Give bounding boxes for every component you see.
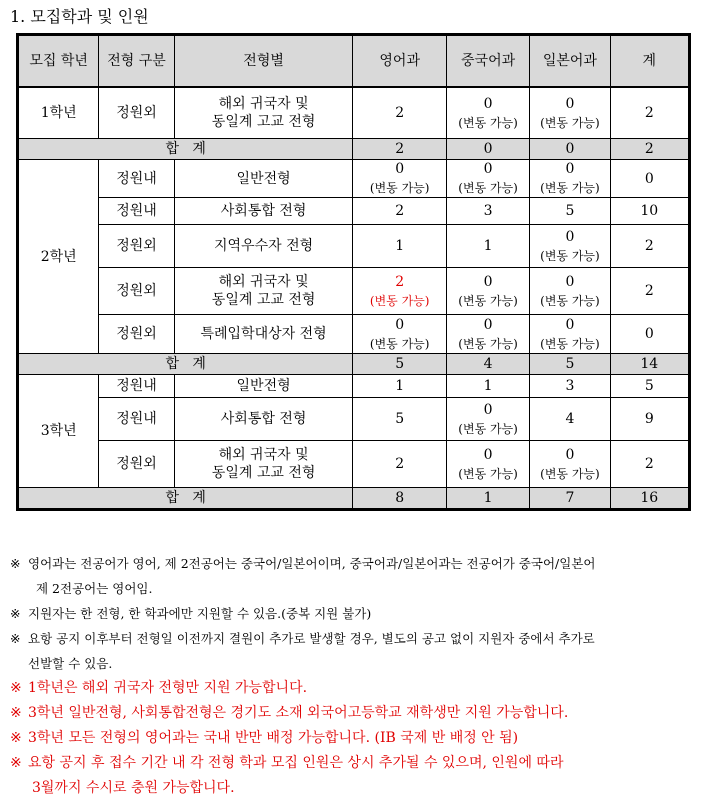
- count: 0: [565, 446, 575, 463]
- japanese-cell: [530, 315, 610, 354]
- note-line: 요항 공지 이후부터 전형일 이전까지 결원이 추가로 발생할 경우, 별도의 공고 없이 지원자 중에서 추가로: [28, 631, 595, 646]
- sum-japanese: 5: [530, 354, 610, 375]
- sum-japanese: 0: [530, 139, 610, 160]
- english-cell: 5: [353, 398, 446, 441]
- sum-row: [18, 354, 690, 375]
- flex-note: (변동 가능): [540, 248, 600, 263]
- japanese-cell: 5: [530, 198, 610, 225]
- flex-note: (변동 가능): [540, 115, 600, 130]
- count: 0: [565, 95, 575, 112]
- notes-section: [10, 551, 700, 801]
- table-row: [18, 225, 690, 268]
- track-cell: 일반전형: [174, 160, 353, 198]
- japanese-cell: [530, 441, 610, 488]
- type-cell: 정원외: [99, 315, 174, 354]
- count: 0: [483, 95, 493, 112]
- flex-note: (변동 가능): [540, 336, 600, 351]
- count: 0: [565, 316, 575, 333]
- track-line: 해외 귀국자 및: [218, 274, 309, 290]
- count: 0: [395, 161, 405, 177]
- sum-english: 8: [353, 488, 446, 510]
- chinese-cell: [446, 87, 529, 139]
- type-cell: 정원내: [99, 198, 174, 225]
- flex-note: (변동 가능): [369, 293, 430, 308]
- japanese-cell: [530, 87, 610, 139]
- total-cell: 0: [610, 160, 689, 198]
- track-line: 해외 귀국자 및: [218, 96, 309, 112]
- track-cell: [174, 268, 353, 315]
- count: 0: [483, 316, 493, 333]
- sum-english: 5: [353, 354, 446, 375]
- note-line: 1학년은 해외 귀국자 전형만 지원 가능합니다.: [28, 680, 308, 696]
- grade-cell: 3학년: [18, 375, 99, 488]
- total-cell: 2: [610, 441, 689, 488]
- count: 0: [483, 273, 493, 290]
- table-row: [18, 160, 690, 198]
- grade-cell: 1학년: [18, 87, 99, 139]
- sum-total: 2: [610, 139, 689, 160]
- note-item: [10, 601, 700, 626]
- sum-row: [18, 139, 690, 160]
- japanese-cell: [530, 268, 610, 315]
- sum-total: 16: [610, 488, 689, 510]
- reference-mark: ※: [10, 705, 22, 721]
- english-cell: 1: [353, 225, 446, 268]
- english-cell: [353, 315, 446, 354]
- reference-mark: ※: [10, 556, 21, 571]
- table-row: [18, 315, 690, 354]
- sum-label: 합 계: [18, 488, 353, 510]
- table-row: [18, 87, 690, 139]
- admission-table: [16, 33, 691, 511]
- flex-note: (변동 가능): [540, 293, 600, 308]
- track-cell: [174, 87, 353, 139]
- sum-label: 합 계: [18, 354, 353, 375]
- red-note-item: [10, 726, 700, 751]
- reference-mark: ※: [10, 631, 21, 646]
- table-row: [18, 441, 690, 488]
- count: 0: [565, 228, 575, 245]
- track-cell: 특례입학대상자 전형: [174, 315, 353, 354]
- count: 0: [483, 446, 493, 463]
- table-row: [18, 268, 690, 315]
- sum-english: 2: [353, 139, 446, 160]
- english-cell: 1: [353, 375, 446, 398]
- track-cell: 지역우수자 전형: [174, 225, 353, 268]
- japanese-cell: [530, 225, 610, 268]
- note-line: 선발할 수 있음.: [28, 656, 113, 671]
- note-line: 요항 공지 후 접수 기간 내 각 전형 학과 모집 인원은 상시 추가될 수 있으며, 인원에 따라: [28, 755, 564, 771]
- chinese-cell: 3: [446, 198, 529, 225]
- total-cell: 10: [610, 198, 689, 225]
- track-cell: [174, 441, 353, 488]
- type-cell: 정원외: [99, 441, 174, 488]
- count: 0: [395, 316, 405, 333]
- total-cell: 0: [610, 315, 689, 354]
- header-english: 영어과: [353, 35, 446, 88]
- reference-mark: ※: [10, 680, 22, 696]
- chinese-cell: 1: [446, 375, 529, 398]
- flex-note: (변동 가능): [458, 115, 518, 130]
- track-line: 해외 귀국자 및: [218, 447, 309, 463]
- note-item: [10, 551, 700, 601]
- sum-japanese: 7: [530, 488, 610, 510]
- english-cell: [353, 268, 446, 315]
- red-note-item: [10, 701, 700, 726]
- flex-note: (변동 가능): [458, 421, 518, 436]
- total-cell: 2: [610, 268, 689, 315]
- flex-note: (변동 가능): [369, 336, 430, 351]
- count: 0: [483, 161, 493, 177]
- flex-note: (변동 가능): [458, 466, 518, 481]
- chinese-cell: [446, 160, 529, 198]
- chinese-cell: 1: [446, 225, 529, 268]
- grade-cell: 2학년: [18, 160, 99, 354]
- total-cell: 9: [610, 398, 689, 441]
- chinese-cell: [446, 315, 529, 354]
- count: 0: [565, 161, 575, 177]
- english-cell: 2: [353, 441, 446, 488]
- header-grade: 모집 학년: [18, 35, 99, 88]
- type-cell: 정원외: [99, 268, 174, 315]
- red-note-item: [10, 676, 700, 701]
- japanese-cell: 4: [530, 398, 610, 441]
- reference-mark: ※: [10, 606, 21, 621]
- sum-total: 14: [610, 354, 689, 375]
- english-cell: 2: [353, 87, 446, 139]
- flex-note: (변동 가능): [540, 181, 600, 195]
- header-track: 전형별: [174, 35, 353, 88]
- type-cell: 정원내: [99, 160, 174, 198]
- chinese-cell: [446, 441, 529, 488]
- total-cell: 2: [610, 225, 689, 268]
- japanese-cell: 3: [530, 375, 610, 398]
- track-line: 동일계 고교 전형: [211, 114, 316, 130]
- header-row: [18, 35, 690, 88]
- sum-row: [18, 488, 690, 510]
- note-line: 3학년 일반전형, 사회통합전형은 경기도 소재 외국어고등학교 재학생만 지원 가능합니다.: [28, 705, 569, 721]
- flex-note: (변동 가능): [540, 466, 600, 481]
- chinese-cell: [446, 398, 529, 441]
- total-cell: 5: [610, 375, 689, 398]
- red-note-item: [10, 751, 700, 801]
- reference-mark: ※: [10, 730, 22, 746]
- chinese-cell: [446, 268, 529, 315]
- flex-note: (변동 가능): [369, 181, 430, 195]
- reference-mark: ※: [10, 755, 22, 771]
- sum-chinese: 1: [446, 488, 529, 510]
- track-cell: 일반전형: [174, 375, 353, 398]
- note-line: 지원자는 한 전형, 한 학과에만 지원할 수 있음.(중복 지원 불가): [28, 606, 372, 621]
- count: 0: [565, 273, 575, 290]
- section-title: 1. 모집학과 및 인원: [10, 7, 149, 26]
- note-line: 제 2전공어는 영어임.: [36, 581, 153, 596]
- track-line: 동일계 고교 전형: [211, 292, 316, 308]
- note-line: 3월까지 수시로 충원 가능합니다.: [32, 780, 235, 796]
- note-line: 3학년 모든 전형의 영어과는 국내 반만 배정 가능합니다. (IB 국제 반 배정 안 됨): [28, 730, 519, 746]
- header-total: 계: [610, 35, 689, 88]
- english-cell: 2: [353, 198, 446, 225]
- track-cell: 사회통합 전형: [174, 398, 353, 441]
- header-japanese: 일본어과: [530, 35, 610, 88]
- header-chinese: 중국어과: [446, 35, 529, 88]
- note-line: 영어과는 전공어가 영어, 제 2전공어는 중국어/일본어이며, 중국어과/일본어과는 전공어가 중국어/일본어: [28, 556, 596, 571]
- table-row: [18, 375, 690, 398]
- table-row: [18, 398, 690, 441]
- table-row: [18, 198, 690, 225]
- sum-chinese: 0: [446, 139, 529, 160]
- sum-label: 합 계: [18, 139, 353, 160]
- type-cell: 정원내: [99, 398, 174, 441]
- flex-note: (변동 가능): [458, 336, 518, 351]
- total-cell: 2: [610, 87, 689, 139]
- type-cell: 정원내: [99, 375, 174, 398]
- type-cell: 정원외: [99, 225, 174, 268]
- track-line: 동일계 고교 전형: [211, 465, 316, 481]
- note-item: [10, 626, 700, 676]
- japanese-cell: [530, 160, 610, 198]
- count: 2: [395, 273, 405, 290]
- track-cell: 사회통합 전형: [174, 198, 353, 225]
- flex-note: (변동 가능): [458, 181, 518, 195]
- count: 0: [483, 401, 493, 418]
- english-cell: [353, 160, 446, 198]
- flex-note: (변동 가능): [458, 293, 518, 308]
- header-type: 전형 구분: [99, 35, 174, 88]
- sum-chinese: 4: [446, 354, 529, 375]
- type-cell: 정원외: [99, 87, 174, 139]
